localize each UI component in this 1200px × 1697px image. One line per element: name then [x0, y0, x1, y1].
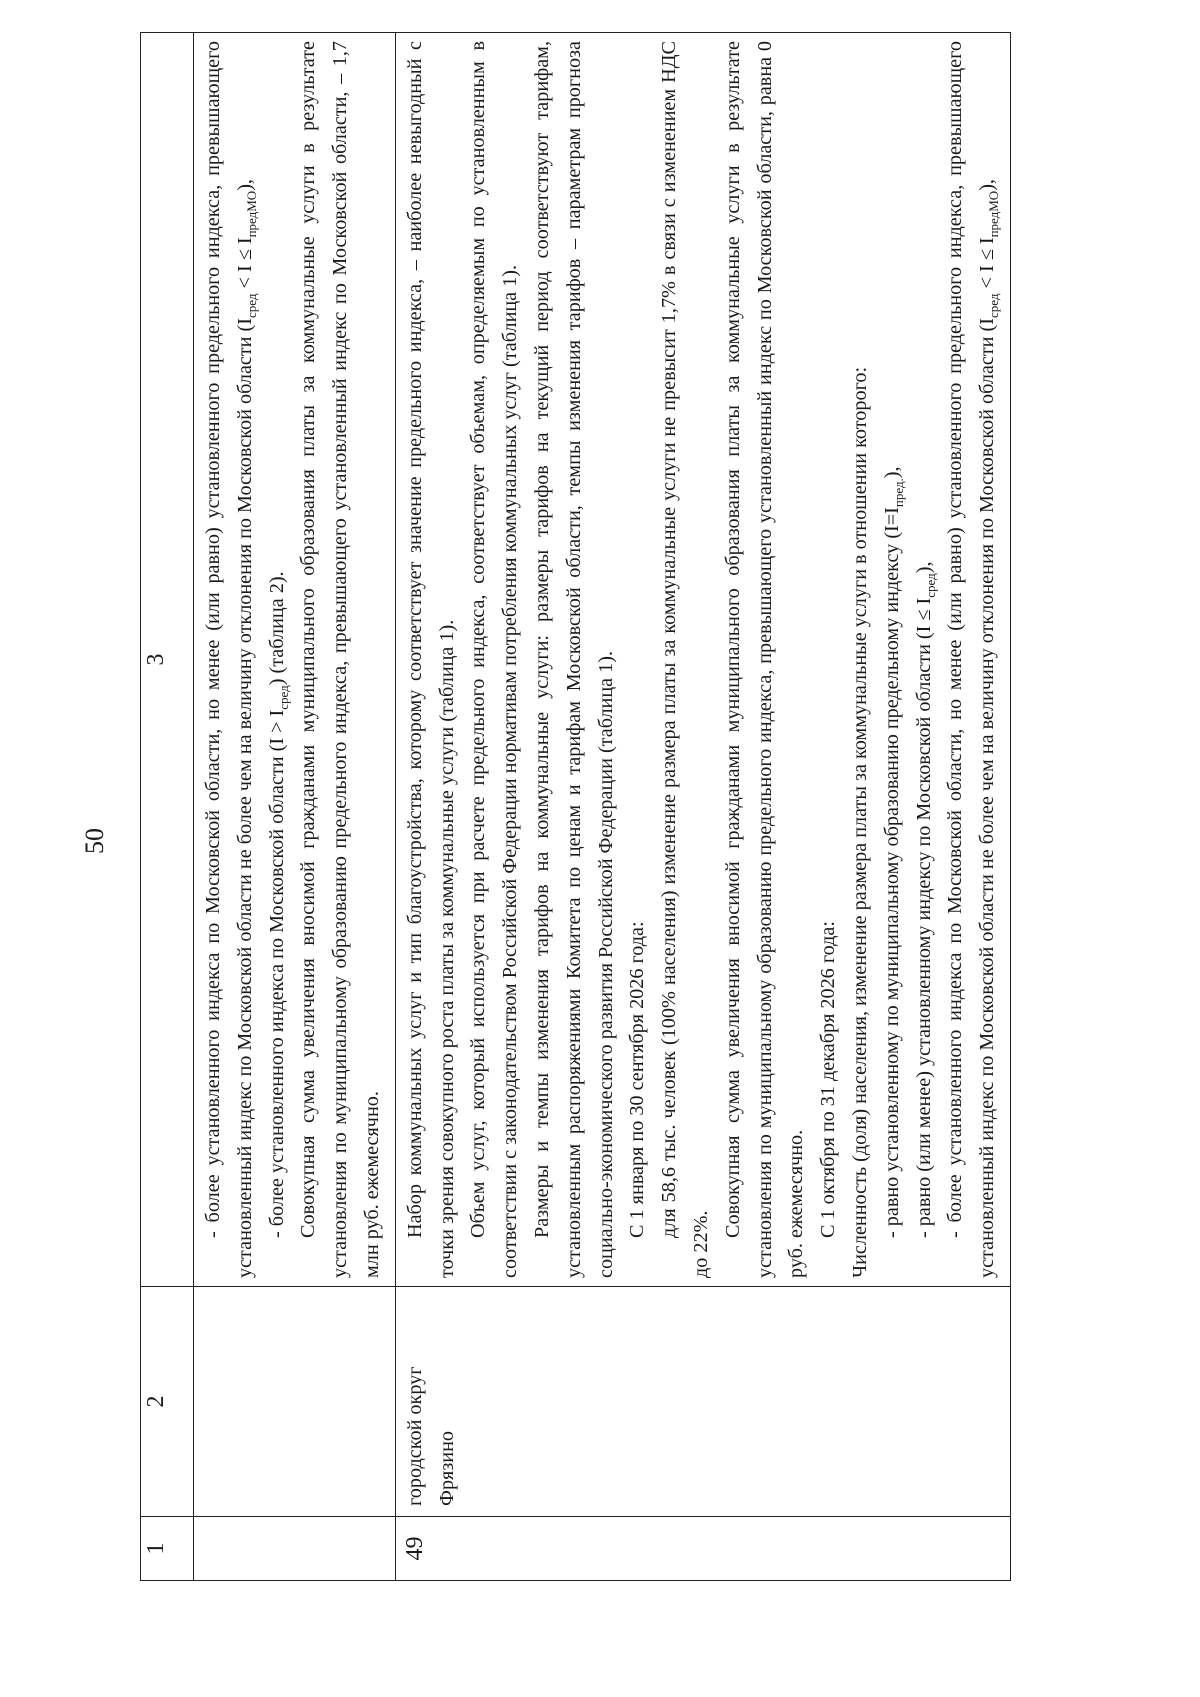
header-col-2: 2 — [141, 1287, 194, 1517]
paragraph: Размеры и темпы изменения тарифов на коммунальные услуги: размеры тарифов на текущий период соответствуют тарифам, установленным распоряжениями Комитета по ценам и тарифам Московской области, темпы изменения тарифов – параметрам прогноза социально-экономического развития Российской Федерации (таблица 1). — [530, 41, 617, 1278]
paragraph: Объем услуг, который используется при расчете предельного индекса, соответствует объемам, определяемым по установленным в соответствии с законодательством Российской Федерации нормативам потребления коммунальных услуг (таблица 1). — [467, 41, 522, 1278]
table-row-49 — [395, 33, 1010, 1581]
paragraph: Набор коммунальных услуг и тип благоустройства, которому соответствует значение предельного индекса, – наиболее невыгодный с точки зрения совокупного роста платы за коммунальные услуги (таблица 1). — [403, 41, 458, 1278]
paragraph: - более установленного индекса по Московской области $(I > I_{сред})$ (таблица 2). — [265, 571, 291, 1238]
row-number: 49 — [395, 1517, 1010, 1581]
paragraph: - равно (или менее) установленному индексу по Московской области $(I \le I_{сред})$, — [912, 561, 938, 1238]
paragraph: Численность (доля) населения, изменение размера платы за коммунальные услуги в отношении которого: — [848, 366, 871, 1278]
description-cell — [395, 33, 1010, 1287]
row-number — [194, 1517, 396, 1581]
paragraph: Совокупная сумма увеличения вносимой гражданами муниципального образования платы за коммунальные услуги в результате установления по муниципальному образованию предельного индекса, превышающего установленный индекс по Московской области, равна 0 руб. ежемесячно. — [721, 41, 808, 1278]
paragraph: для 58,6 тыс. человек (100% населения) изменение размера платы за коммунальные услуги не превысит 1,7% в связи с изменением НДС до 22%. — [658, 41, 712, 1278]
description-cell — [194, 33, 396, 1287]
page-number: 50 — [80, 828, 109, 854]
paragraph: С 1 января по 30 сентября 2026 года: — [626, 921, 649, 1238]
paragraph: - более установленного индекса по Московской области, но менее (или равно) установленного предельного индекса, превышающего установленный индекс по Московской области не более чем на величину отклонения по Московской области $(I_{сред} < I \le I_{предМО})$, — [944, 41, 1002, 1278]
paragraph: - равно установленному по муниципальному образованию предельному индексу $(I=I_{пред.})$, — [880, 466, 906, 1238]
header-col-3: 3 — [141, 33, 194, 1287]
municipality-table — [140, 32, 1011, 1581]
municipality-name — [194, 1287, 396, 1517]
table-header-row — [141, 33, 194, 1581]
paragraph: С 1 октября по 31 декабря 2026 года: — [817, 921, 840, 1238]
paragraph: Совокупная сумма увеличения вносимой гражданами муниципального образования платы за коммунальные услуги в результате установления по муниципальному образованию предельного индекса, превышающего установленный индекс по Московской области, – 1,7 млн руб. ежемесячно. — [297, 41, 383, 1278]
municipality-name: городской округ Фрязино — [395, 1287, 1010, 1517]
header-col-1: 1 — [141, 1517, 194, 1581]
table-row-continuation — [194, 33, 396, 1581]
paragraph: - более установленного индекса по Московской области, но менее (или равно) установленного предельного индекса, превышающего установленный индекс по Московской области не более чем на величину отклонения по Московской области $(I_{сред} < I \le I_{предМО})$, — [202, 41, 259, 1278]
